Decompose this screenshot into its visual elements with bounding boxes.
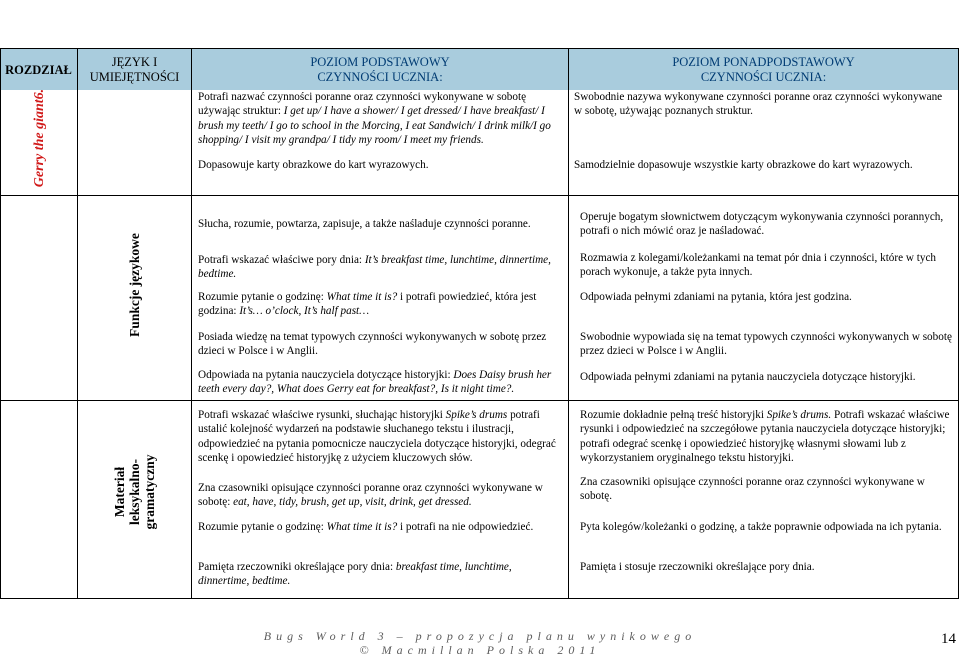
page-number: 14: [941, 631, 956, 647]
row1-basic-2: Dopasowuje karty obrazkowe do kart wyrazowych.: [198, 159, 429, 171]
material-basic-2-plain: Zna czasowniki opisujące czynności poranne oraz czynności wykonywane w sobotę:: [198, 482, 543, 509]
section-material-line3: gramatyczny: [142, 454, 158, 530]
material-basic-3-c: i potrafi na nie odpowiedzieć.: [399, 521, 534, 533]
material-basic-2: [198, 481, 562, 510]
footer-line1: Bugs World 3 – propozycja planu wynikowego: [263, 629, 697, 643]
funkcje-basic-5-italic: Does Daisy brush her teeth every day?, What does Gerry eat for breakfast?, Is it night time?.: [198, 369, 552, 396]
funkcje-basic-5: [198, 368, 562, 397]
funkcje-basic-1: Słucha, rozumie, powtarza, zapisuje, a także naśladuje czynności poranne.: [198, 218, 531, 230]
material-basic-2-italic: eat, have, tidy, brush, get up, visit, drink, get dressed.: [233, 496, 472, 509]
funkcje-basic-2-italic: It’s breakfast time, lunchtime, dinnertime, bedtime.: [198, 254, 551, 281]
material-adv-3: Pyta kolegów/koleżanki o godzinę, a także poprawnie odpowiada na ich pytania.: [580, 521, 942, 533]
row1-basic-1-italic: I get up/ I have a shower/ I get dressed/ I have breakfast/ I brush my teeth/ I go to school in the Morcing, I eat Sandwich/ I drink milk/I go shopping/ I visit my grandpa/ I tidy my room/ I meet my friends.: [198, 105, 551, 146]
funkcje-basic-4: Posiada wiedzę na temat typowych czynności wykonywanych w sobotę przez dzieci w Polsce i w Anglii.: [198, 331, 547, 358]
material-basic-3-a: Rozumie pytanie o godzinę:: [198, 521, 324, 533]
grid-line: [568, 48, 569, 599]
material-basic-4-italic: breakfast time, lunchtime, dinnertime, bedtime.: [198, 561, 512, 588]
material-basic-1-a: Potrafi wskazać właściwe rysunki, słuchając historyjki: [198, 409, 443, 421]
row1-adv-1: Swobodnie nazywa wykonywane czynności poranne oraz czynności wykonywane w sobotę, używając poznanych struktur.: [574, 91, 943, 118]
funkcje-adv-4: Swobodnie wypowiada się na temat typowych czynności wykonywanych w sobotę przez dzieci w Polsce i w Anglii.: [580, 331, 952, 358]
funkcje-adv-1: Operuje bogatym słownictwem dotyczącym wykonywania czynności porannych, potrafi o nich mówić oraz je naśladować.: [580, 211, 944, 238]
grid-line: [77, 48, 78, 599]
material-basic-1: [198, 408, 562, 465]
header-jezyk-line2: UMIEJĘTNOŚCI: [89, 70, 180, 84]
header-ponad-line2: CZYNNOŚCI UCZNIA:: [700, 70, 827, 84]
grid-line: [0, 598, 959, 599]
header-ponad: [569, 55, 958, 85]
chapter-title: Gerry the giant6.: [32, 88, 47, 188]
section-material-line2: leksykalno-: [127, 458, 143, 526]
header-rozdzial-label: ROZDZIAŁ: [5, 63, 72, 77]
material-basic-1-b: Spike’s drums: [445, 409, 508, 421]
funkcje-basic-5-plain: Odpowiada na pytania nauczyciela dotyczące historyjki:: [198, 369, 451, 381]
section-material-line1: Materiał: [112, 466, 127, 518]
material-adv-1-b: Spike’s drums.: [766, 409, 832, 421]
material-basic-4: [198, 560, 562, 589]
funkcje-adv-2: Rozmawia z kolegami/koleżankami na temat pór dnia i czynności, które w tych porach wykonuje, a także pyta innych.: [580, 252, 937, 279]
grid-line: [0, 48, 1, 599]
row1-adv-2: Samodzielnie dopasowuje wszystkie karty obrazkowe do kart wyrazowych.: [574, 159, 913, 171]
header-podstawowy-line2: CZYNNOŚCI UCZNIA:: [317, 70, 443, 84]
funkcje-basic-3-c: i potrafi powiedzieć, która jest godzina:: [198, 291, 537, 318]
funkcje-basic-3-a: Rozumie pytanie o godzinę:: [198, 291, 324, 303]
grid-line: [0, 48, 959, 49]
material-adv-1: [580, 408, 952, 465]
header-podstawowy-line1: POZIOM PODSTAWOWY: [310, 55, 450, 69]
funkcje-basic-2: [198, 253, 562, 282]
material-adv-4: Pamięta i stosuje rzeczowniki określające pory dnia.: [580, 561, 815, 573]
material-basic-3: [198, 520, 562, 534]
material-basic-3-b: What time it is?: [326, 521, 398, 533]
grid-line: [0, 400, 959, 401]
section-material-title: [112, 442, 160, 542]
material-basic-4-plain: Pamięta rzeczowniki określające pory dnia:: [198, 561, 394, 573]
footer-line2: © Macmillan Polska 2011: [359, 643, 601, 657]
row1-basic-1: Potrafi nazwać czynności poranne oraz czynności wykonywane w sobotę używając struktur:: [198, 91, 527, 118]
funkcje-basic-3: [198, 290, 562, 319]
grid-line: [0, 195, 959, 196]
section-funkcje-title: Funkcje językowe: [127, 233, 142, 337]
header-jezyk: [78, 55, 191, 85]
funkcje-adv-3: Odpowiada pełnymi zdaniami na pytania, która jest godzina.: [580, 291, 852, 303]
funkcje-adv-5: Odpowiada pełnymi zdaniami na pytania nauczyciela dotyczące historyjki.: [580, 371, 916, 383]
funkcje-basic-3-b: What time it is?: [326, 291, 398, 303]
material-adv-1-a: Rozumie dokładnie pełną treść historyjki: [580, 409, 764, 421]
header-jezyk-line1: JĘZYK I: [111, 55, 158, 69]
header-ponad-line1: POZIOM PONADPODSTAWOWY: [672, 55, 855, 69]
material-basic-1-c: potrafi ustalić kolejność wydarzeń na podstawie słuchanego tekstu i ilustracji, odpowiedzieć na pytania pomocnicze nauczyciela dotyczące historyjki, odegrać scenkę i opowiedzieć historyjkę z użyciem kluczowych słów.: [198, 409, 556, 464]
grid-line: [191, 48, 192, 599]
funkcje-basic-3-d: It’s… o’clock, It’s half past…: [239, 305, 370, 318]
material-adv-1-c: Potrafi wskazać właściwe rysunki i odpowiedzieć na szczegółowe pytania nauczyciela dotyczące historyjki; potrafi odegrać scenkę i opowiedzieć historyjkę własnymi słowami lub z wykorzystaniem oryginalnego tekstu historyjki.: [580, 409, 950, 464]
funkcje-basic-2-plain: Potrafi wskazać właściwe pory dnia:: [198, 254, 363, 266]
material-adv-2: Zna czasowniki opisujące czynności poranne oraz czynności wykonywane w sobotę.: [580, 476, 925, 503]
row1-basic-text: [198, 90, 562, 147]
grid-line: [958, 48, 959, 599]
header-podstawowy: [192, 55, 568, 85]
